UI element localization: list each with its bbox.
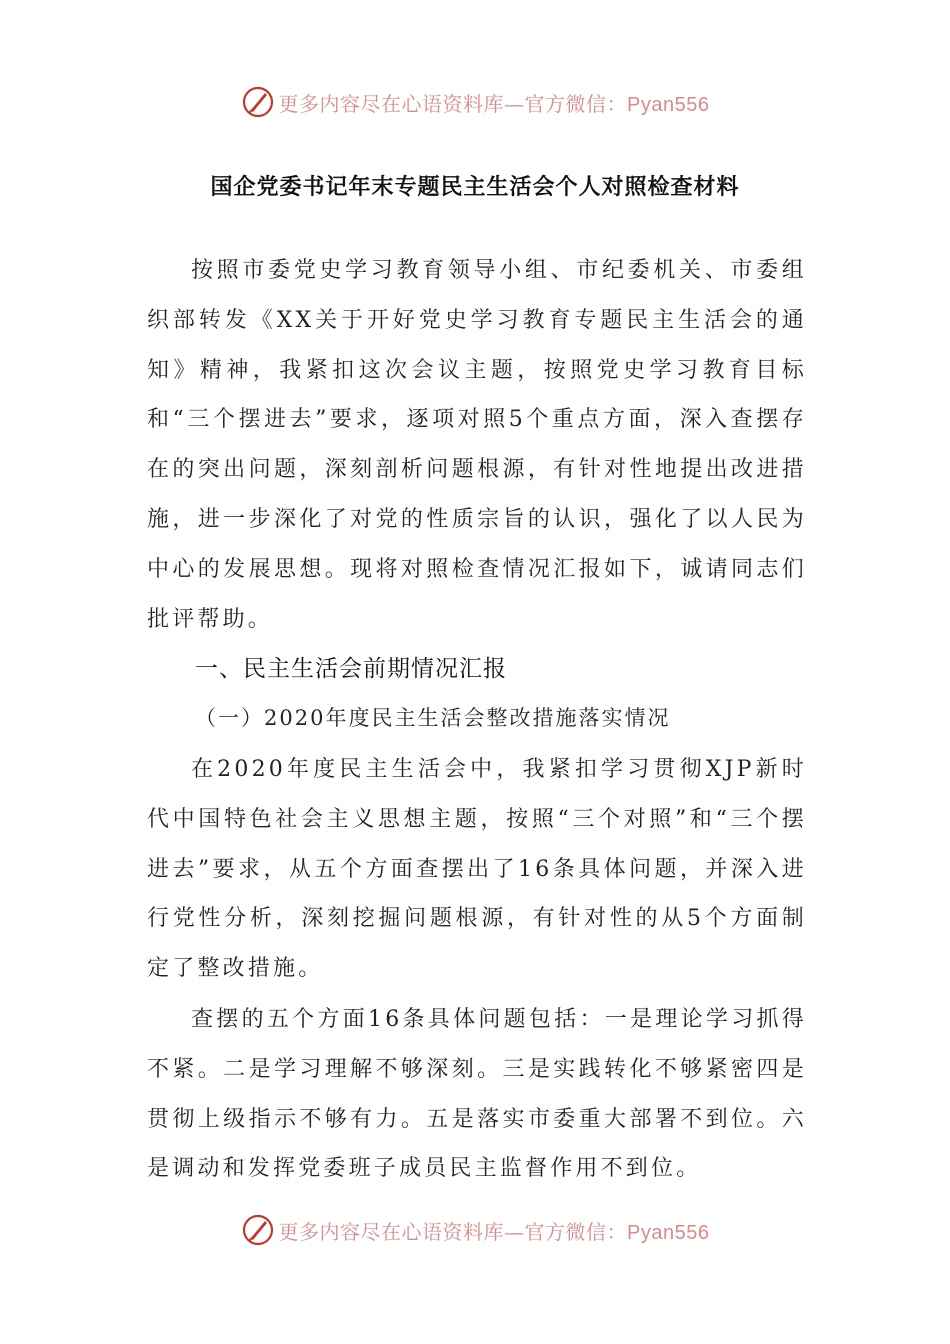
footer-watermark-banner xyxy=(0,1210,950,1250)
section-heading: 一、民主生活会前期情况汇报 xyxy=(195,656,507,682)
subsection-heading: （一）2020年度民主生活会整改措施落实情况 xyxy=(195,706,671,730)
intro-paragraph: 按照市委党史学习教育领导小组、市纪委机关、市委组织部转发《XX关于开好党史学习教育专题民主生活会的通知》精神，我紧扣这次会议主题，按照党史学习教育目标和“三个摆进去”要求，逐项对照5个重点方面，深入查摆存在的突出问题，深刻剖析问题根源，有针对性地提出改进措施，进一步深化了对党的性质宗旨的认识，强化了以人民为中心的发展思想。现将对照检查情况汇报如下，诚请同志们批评帮助。 xyxy=(147,258,807,632)
banner-text: 更多内容尽在心语资料库—官方微信： xyxy=(278,1219,628,1244)
quill-logo-icon xyxy=(241,1213,275,1247)
quill-logo-icon xyxy=(241,85,275,119)
header-watermark-banner xyxy=(0,82,950,122)
body-paragraph-3: 查摆的五个方面16条具体问题包括：一是理论学习抓得不紧。二是学习理解不够深刻。三是实践转化不够紧密四是贯彻上级指示不够有力。五是落实市委重大部署不到位。六是调动和发挥党委班子成员民主监督作用不到位。 xyxy=(147,1007,807,1182)
banner-text: 更多内容尽在心语资料库—官方微信： xyxy=(278,91,628,116)
intro-block xyxy=(147,246,807,644)
wechat-id: Pyan556 xyxy=(627,1221,710,1244)
body-paragraph-2: 在2020年度民主生活会中，我紧扣学习贯彻XJP新时代中国特色社会主义思想主题，按照“三个对照”和“三个摆进去”要求，从五个方面查摆出了16条具体问题，并深入进行党性分析，深刻挖掘问题根源，有针对性的从5个方面制定了整改措施。 xyxy=(147,757,807,982)
wechat-id: Pyan556 xyxy=(627,93,710,116)
document-title: 国企党委书记年末专题民主生活会个人对照检查材料 xyxy=(210,175,740,200)
para3-block xyxy=(147,995,807,1194)
para2-block xyxy=(147,745,807,994)
